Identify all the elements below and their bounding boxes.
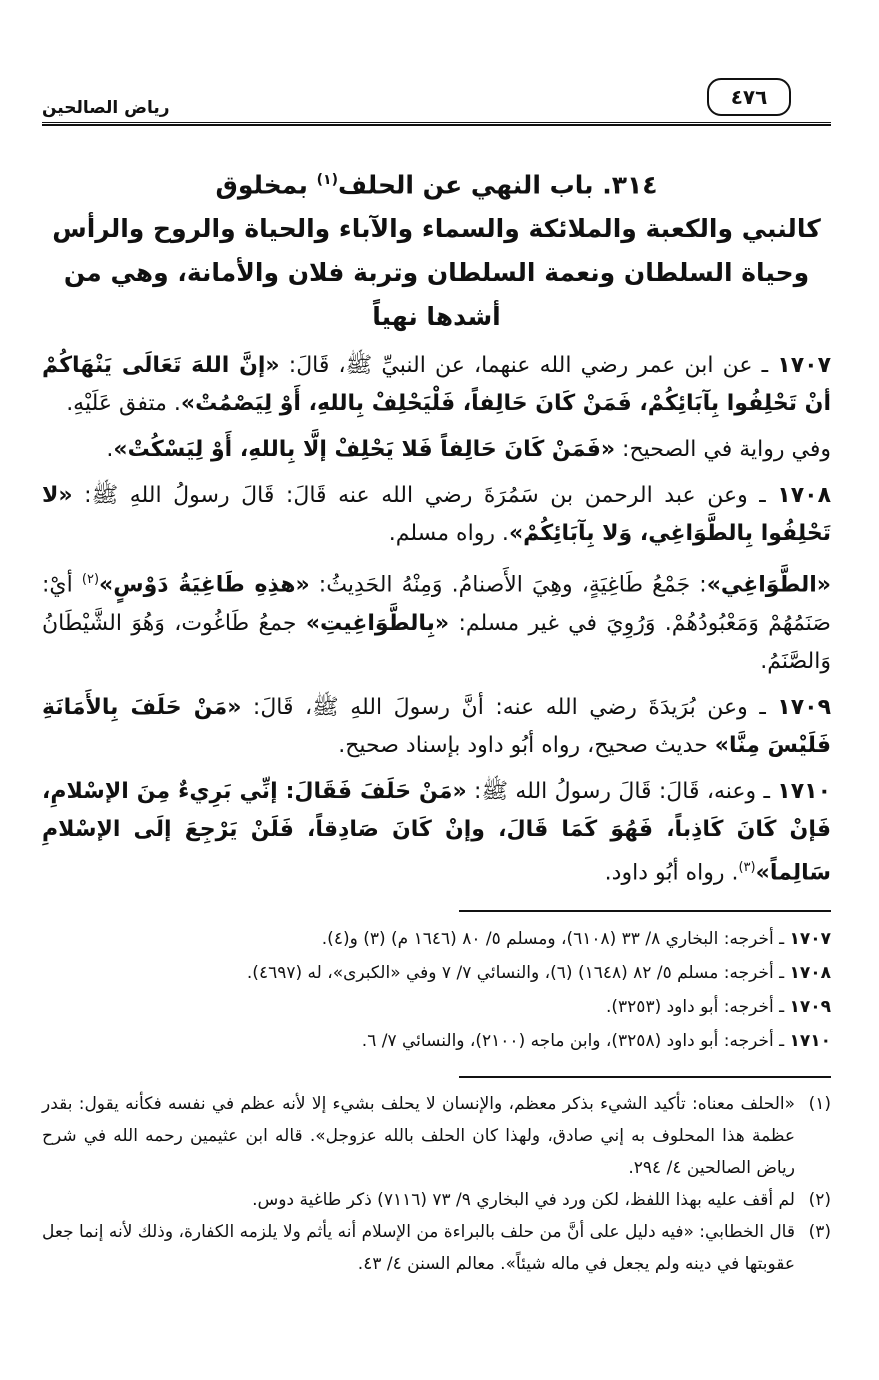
footnote-ref-3: (٣)	[738, 859, 756, 875]
hadith-source: حديث صحيح، رواه أبُو داود بإسناد صحيح.	[338, 732, 715, 758]
takhrij-text: ـ أخرجه: البخاري ٨/ ٣٣ (٦١٠٨)، ومسلم ٥/ ٨٠ (١٦٤٦ م) (٣) و(٤).	[321, 928, 790, 949]
page-number: ٤٧٦	[707, 78, 791, 116]
hadith-source: . رواه مسلم.	[388, 521, 509, 547]
takhrij-number: ١٧٠٧	[789, 928, 831, 949]
chapter-title-line-2: كالنبي والكعبة والملائكة والسماء والآباء والحياة والروح والرأس	[52, 214, 821, 244]
explanation-text-3: جمعُ طَاغُوت، وَهُوَ الشَّيْطَانُ وَالصَّنَمُ.	[42, 610, 831, 674]
footnote-marker: (٢)	[808, 1189, 831, 1210]
chapter-title-line-3: وحياة السلطان ونعمة السلطان وتربة فلان والأمانة، وهي من أشدها نهياً	[63, 258, 810, 332]
explanation	[42, 561, 831, 680]
footnote-marker: (٣)	[808, 1221, 831, 1242]
takhrij-note	[42, 990, 831, 1024]
footnote-marker: (١)	[808, 1093, 831, 1114]
takhrij-text: ـ أخرجه: مسلم ٥/ ٨٢ (١٦٤٨) (٦)، والنسائي ٧/ ٧ وفي «الكبرى»، له (٤٦٩٧).	[246, 962, 790, 983]
explanation-text-2: أيْ: صَنَمُهُمْ وَمَعْبُودُهُمْ. وَرُوِيَ في غير مسلم:	[42, 572, 831, 636]
takhrij-note	[42, 1024, 831, 1058]
hadith-quote: «إنَّ اللهَ تَعَالَى يَنْهَاكُمْ أنْ تَحْلِفُوا بِآبَائِكُمْ، فَمَنْ كَانَ حَالِفاً، فَلْيَحْلِفْ بِاللهِ، أَوْ لِيَصْمُتْ»	[42, 353, 831, 417]
hadith-1707-riwaya	[42, 431, 831, 469]
footnote	[42, 1216, 831, 1280]
hadith-intro: ـ عن ابن عمر رضي الله عنهما، عن النبيِّ ﷺ، قَالَ:	[279, 353, 778, 379]
footnote-text: قال الخطابي: «فيه دليل على أنَّ من حلف بالبراءة من الإسلام أنه يأثم ولا يلزمه الكفارة، وذلك لأنه إنما جعل عقوبتها في دينه ولم يجعل في ماله شيئاً». معالم السنن ٤/ ٤٣.	[42, 1221, 795, 1274]
takhrij-number: ١٧٠٩	[789, 996, 831, 1017]
hadith-intro: ـ وعن عبد الرحمن بن سَمُرَةَ رضي الله عنه قَالَ: قَالَ رسولُ اللهِ ﷺ:	[72, 483, 778, 509]
takhrij-divider	[459, 910, 831, 912]
page-content	[42, 158, 831, 1280]
takhrij-notes	[42, 922, 831, 1058]
hadith-1708	[42, 477, 831, 553]
takhrij-number: ١٧١٠	[789, 1030, 831, 1051]
takhrij-note	[42, 922, 831, 956]
riwaya-quote: «فَمَنْ كَانَ حَالِفاً فَلا يَحْلِفْ إلَّا بِاللهِ، أَوْ لِيَسْكُتْ»	[113, 437, 616, 463]
hadith-quote: «مَنْ حَلَفَ فَقَالَ: إنِّي بَرِيءٌ مِنَ الإسْلامِ، فَإنْ كَانَ كَاذِباً، فَهُوَ كَمَا قَالَ، وإنْ كَانَ صَادِقاً، فَلَنْ يَرْجِعَ إلَى الإسْلامِ سَالِماً»	[42, 778, 831, 885]
hadith-number: ١٧٠٩	[777, 694, 831, 720]
takhrij-text: ـ أخرجه: أبو داود (٣٢٥٨)، وابن ماجه (٢١٠٠)، والنسائي ٧/ ٦.	[361, 1030, 790, 1051]
hadith-quote: «مَنْ حَلَفَ بِالأَمَانَةِ فَلَيْسَ مِنَّا»	[42, 694, 831, 758]
hadith-1707	[42, 347, 831, 423]
footnote-ref-2: (٢)	[81, 572, 100, 588]
hadith-number: ١٧٠٧	[777, 353, 831, 379]
chapter-title-line-1	[42, 158, 831, 207]
chapter-title-end: بمخلوق	[215, 170, 308, 200]
riwaya-intro: وفي رواية في الصحيح:	[615, 437, 831, 463]
explanation-quote-2: «بِالطَّوَاغِيتِ»	[305, 610, 450, 636]
takhrij-number: ١٧٠٨	[789, 962, 831, 983]
hadith-number: ١٧٠٨	[777, 483, 831, 509]
explanation-text-1: : جَمْعُ طَاغِيَةٍ، وهِيَ الأَصنامُ. وَمِنْهُ الحَدِيثُ:	[309, 572, 707, 598]
hadith-source: . رواه أبُو داود.	[604, 859, 739, 885]
header-rule	[42, 122, 831, 126]
hadith-source: . متفق عَلَيْهِ.	[66, 391, 181, 417]
footnote	[42, 1184, 831, 1216]
chapter-title-text: ٣١٤. باب النهي عن الحلف	[338, 170, 658, 200]
footnotes-divider	[459, 1076, 831, 1078]
explanation-term: «الطَّوَاغِي»	[706, 572, 831, 598]
hadith-1710	[42, 773, 831, 892]
hadith-1709	[42, 689, 831, 765]
footnotes	[42, 1088, 831, 1280]
takhrij-text: ـ أخرجه: أبو داود (٣٢٥٣).	[606, 996, 790, 1017]
running-title: رياض الصالحين	[42, 98, 170, 118]
riwaya-end: .	[106, 437, 114, 463]
footnote-text: «الحلف معناه: تأكيد الشيء بذكر معظم، والإنسان لا يحلف بشيء إلا لأنه عظم في نفسه فكأنه يقول: بقدر عظمة هذا المحلوف به إني صادق، ولهذا كان الحلف بالله عزوجل». قاله ابن عثيمين رحمه الله في شرح رياض الصالحين ٤/ ٢٩٤.	[42, 1093, 795, 1178]
footnote-ref-1: (١)	[316, 172, 338, 188]
page-header	[42, 78, 831, 126]
footnote-text: لم أقف عليه بهذا اللفظ، لكن ورد في البخاري ٩/ ٧٣ (٧١١٦) ذكر طاغية دوس.	[252, 1189, 795, 1210]
explanation-quote-1: «هذِهِ طَاغِيَةُ دَوْسٍ»	[99, 572, 310, 598]
hadith-quote: «لا تَحْلِفُوا بِالطَّوَاغِي، وَلا بِآبَائِكُمْ»	[42, 483, 831, 547]
footnote	[42, 1088, 831, 1184]
hadith-intro: ـ وعن بُرَيدَةَ رضي الله عنه: أنَّ رسولَ اللهِ ﷺ، قَالَ:	[241, 694, 778, 720]
hadith-intro: ـ وعنه، قَالَ: قَالَ رسولُ الله ﷺ:	[466, 778, 778, 804]
hadith-number: ١٧١٠	[777, 778, 831, 804]
takhrij-note	[42, 956, 831, 990]
